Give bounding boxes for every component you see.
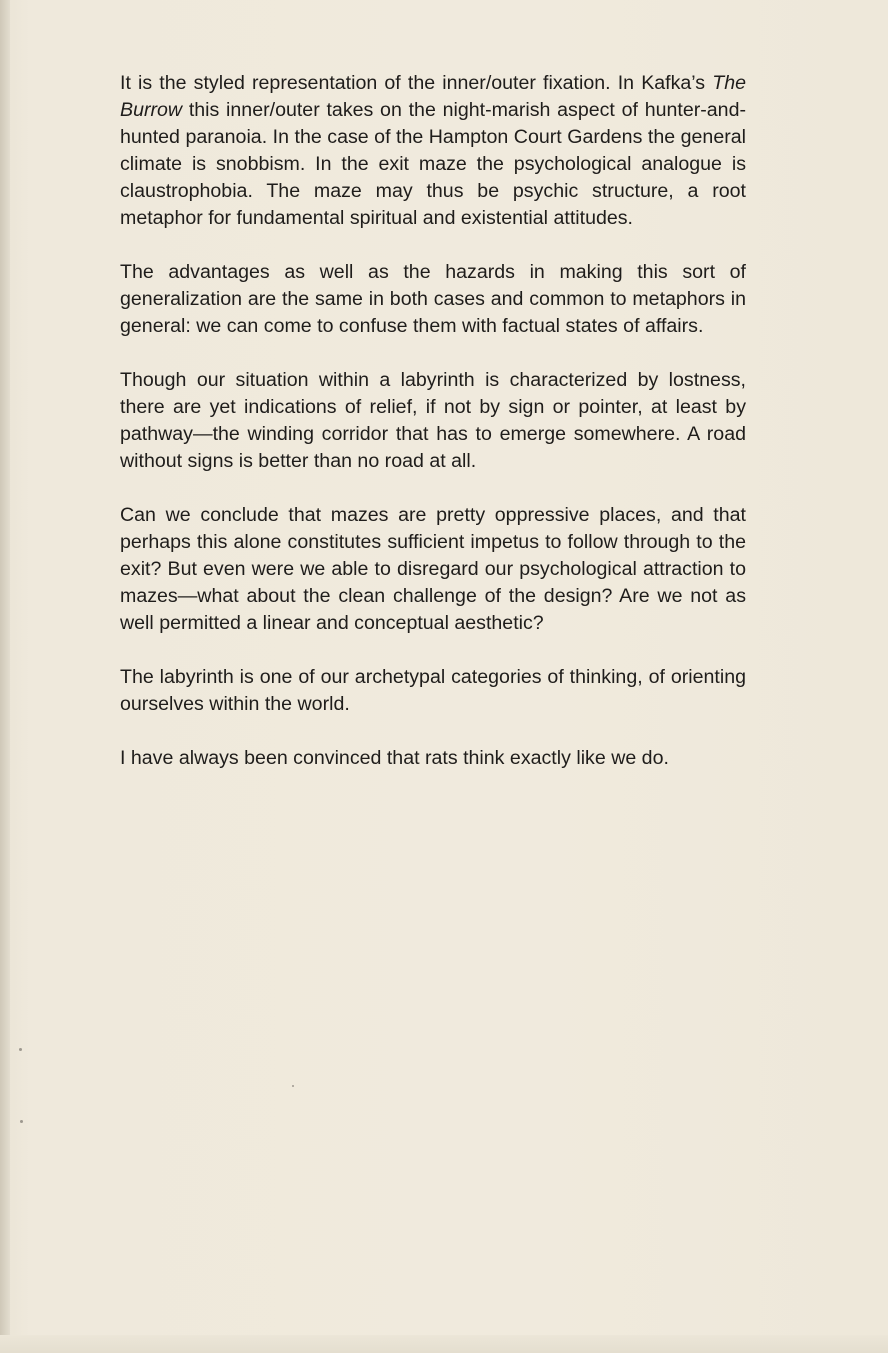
page-bottom-edge <box>0 1335 888 1353</box>
paragraph <box>120 367 746 475</box>
italic-title: The Burrow <box>120 72 746 121</box>
text-segment: It is the styled representation of the inner/outer fixation. In Kafka’s <box>120 72 713 94</box>
text-segment: Though our situation within a labyrinth is characterized by lostness, there are yet indications of relief, if not by sign or pointer, at least by pathway—the winding corridor that has to emerge somewhere. A road without signs is better than no road at all. <box>120 369 746 472</box>
binding-shadow <box>0 0 10 1353</box>
paragraph <box>120 259 746 340</box>
paragraph <box>120 664 746 718</box>
paragraph <box>120 502 746 637</box>
body-text <box>120 70 746 772</box>
paper-speck <box>292 1085 294 1087</box>
text-segment: I have always been convinced that rats think exactly like we do. <box>120 747 669 769</box>
text-segment: Can we conclude that mazes are pretty oppressive places, and that perhaps this alone constitutes sufficient impetus to follow through to the exit? But even were we able to disregard our psychological attraction to mazes—what about the clean challenge of the design? Are we not as well permitted a linear and conceptual aesthetic? <box>120 504 746 634</box>
text-segment: The labyrinth is one of our archetypal categories of thinking, of orienting ourselves within the world. <box>120 666 746 715</box>
paper-speck <box>19 1048 22 1051</box>
paper-speck <box>20 1120 23 1123</box>
paragraph <box>120 745 746 772</box>
text-segment: The advantages as well as the hazards in making this sort of generalization are the same in both cases and common to metaphors in general: we can come to confuse them with factual states of affairs. <box>120 261 746 337</box>
paragraph <box>120 70 746 232</box>
text-segment: this inner/outer takes on the night-marish aspect of hunter-and-hunted paranoia. In the case of the Hampton Court Gardens the general climate is snobbism. In the exit maze the psychological analogue is claustrophobia. The maze may thus be psychic structure, a root metaphor for fundamental spiritual and existential attitudes. <box>120 99 746 229</box>
